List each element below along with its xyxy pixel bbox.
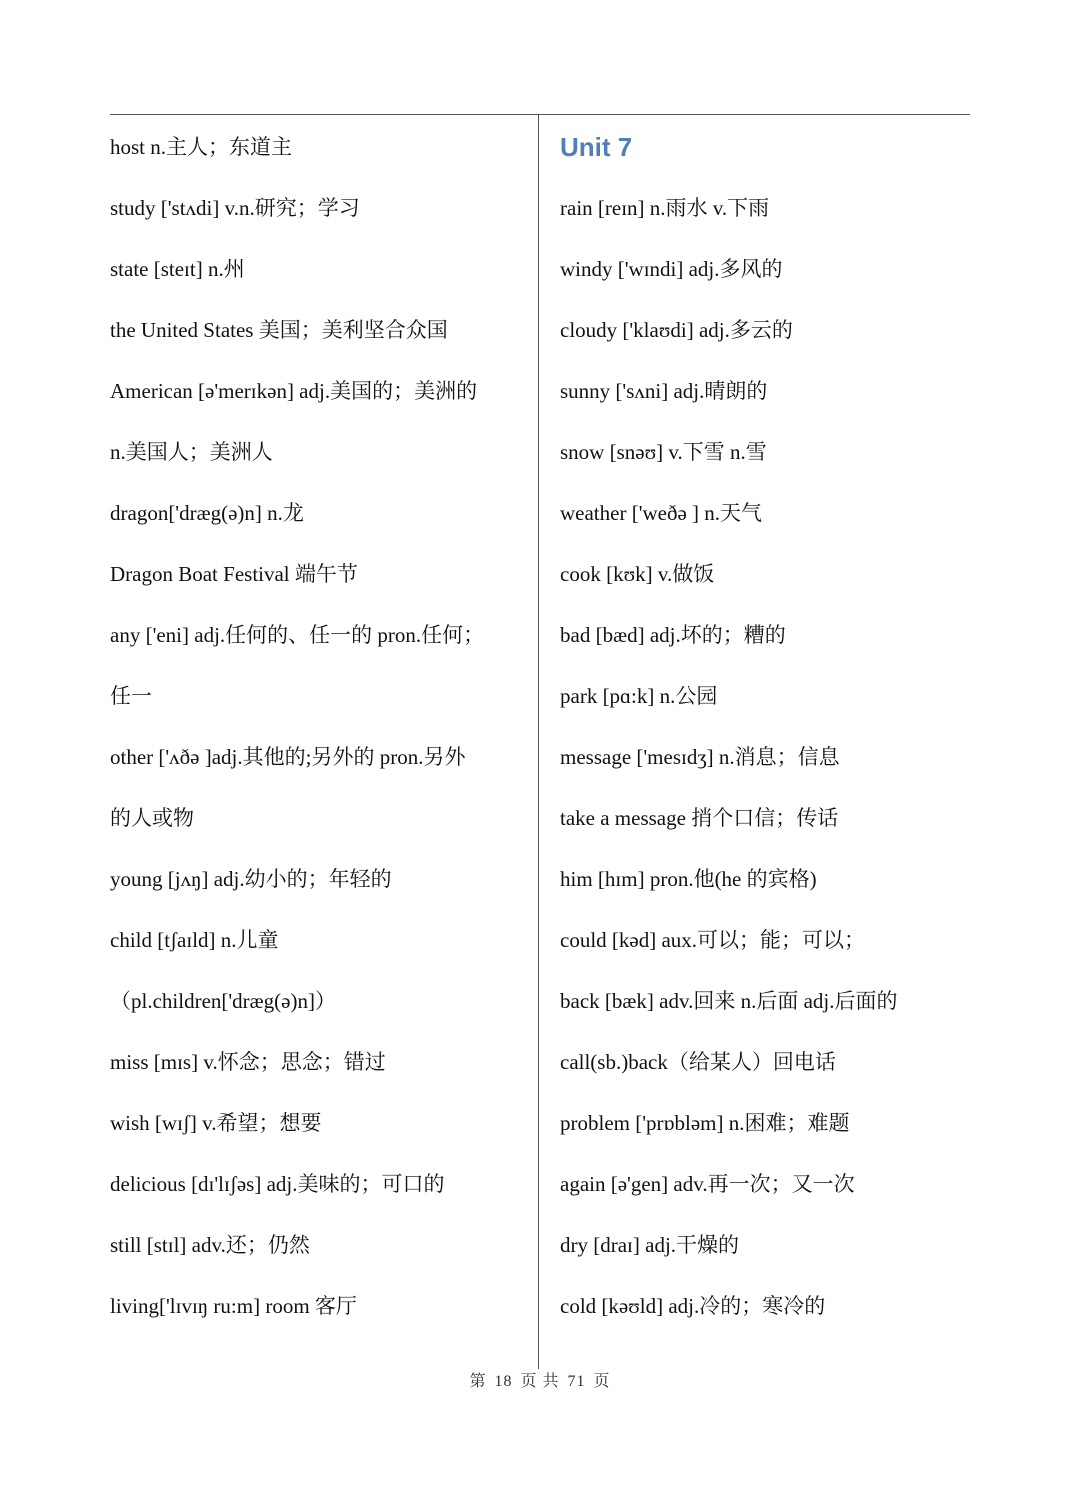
vocab-entry: rain [reɪn] n.雨水 v.下雨 bbox=[560, 196, 770, 220]
header-rule bbox=[110, 114, 970, 115]
vocab-entry: the United States 美国；美利坚合众国 bbox=[110, 318, 448, 342]
vocab-entry: bad [bæd] adj.坏的；糟的 bbox=[560, 623, 786, 647]
right-column bbox=[560, 117, 970, 1337]
vocab-entry: study ['stʌdi] v.n.研究；学习 bbox=[110, 196, 360, 220]
vocab-entry: problem ['prɒbləm] n.困难；难题 bbox=[560, 1111, 850, 1135]
vocab-entry: could [kəd] aux.可以；能；可以； bbox=[560, 928, 866, 952]
left-column bbox=[110, 117, 530, 1337]
vocab-entry: cook [kʊk] v.做饭 bbox=[560, 562, 715, 586]
vocab-entry: other ['ʌðə ]adj.其他的;另外的 pron.另外 bbox=[110, 745, 466, 769]
vocab-entry: call(sb.)back（给某人）回电话 bbox=[560, 1050, 836, 1074]
vocab-entry: 的人或物 bbox=[110, 806, 194, 830]
vocab-entry: miss [mɪs] v.怀念；思念；错过 bbox=[110, 1050, 386, 1074]
vocab-entry: message ['mesɪdʒ] n.消息；信息 bbox=[560, 745, 840, 769]
vocab-entry: take a message 捎个口信；传话 bbox=[560, 806, 839, 830]
vocab-entry: state [steɪt] n.州 bbox=[110, 257, 245, 281]
vocab-entry: wish [wɪʃ] v.希望；想要 bbox=[110, 1111, 322, 1135]
vocab-entry: snow [snəʊ] v.下雪 n.雪 bbox=[560, 440, 767, 464]
vocab-entry: child [tʃaɪld] n.儿童 bbox=[110, 928, 279, 952]
vocab-entry: sunny ['sʌni] adj.晴朗的 bbox=[560, 379, 768, 403]
vocab-entry: again [ə'gen] adv.再一次；又一次 bbox=[560, 1172, 855, 1196]
vocab-entry: dragon['dræg(ə)n] n.龙 bbox=[110, 501, 304, 525]
vocab-entry: weather ['weðə ] n.天气 bbox=[560, 501, 763, 525]
vocab-entry: host n.主人；东道主 bbox=[110, 135, 293, 159]
vocab-entry: Dragon Boat Festival 端午节 bbox=[110, 562, 358, 586]
vocab-entry: him [hɪm] pron.他(he 的宾格) bbox=[560, 867, 817, 891]
vocab-entry: young [jʌŋ] adj.幼小的；年轻的 bbox=[110, 867, 392, 891]
vocab-entry: living['lɪvɪŋ ru:m] room 客厅 bbox=[110, 1294, 357, 1318]
footer-prefix: 第 bbox=[469, 1373, 487, 1390]
vocab-entry: n.美国人；美洲人 bbox=[110, 440, 273, 464]
vocab-entry: dry [draɪ] adj.干燥的 bbox=[560, 1233, 740, 1257]
footer-middle: 页 共 bbox=[520, 1373, 560, 1390]
vocab-entry: delicious [dɪ'lɪʃəs] adj.美味的；可口的 bbox=[110, 1172, 445, 1196]
page-number: 18 bbox=[494, 1373, 513, 1390]
vocab-entry: park [pɑ:k] n.公园 bbox=[560, 684, 718, 708]
vocab-entry: back [bæk] adv.回来 n.后面 adj.后面的 bbox=[560, 989, 898, 1013]
vocab-entry: windy ['wɪndi] adj.多风的 bbox=[560, 257, 783, 281]
vocab-entry: American [ə'merɪkən] adj.美国的；美洲的 bbox=[110, 379, 478, 403]
unit-heading: Unit 7 bbox=[560, 132, 633, 162]
vocab-entry: cold [kəʊld] adj.冷的；寒冷的 bbox=[560, 1294, 826, 1318]
vocab-entry: cloudy ['klaʊdi] adj.多云的 bbox=[560, 318, 793, 342]
column-divider bbox=[538, 114, 539, 1369]
vocab-entry: 任一 bbox=[110, 684, 152, 708]
vocab-entry: any ['eni] adj.任何的、任一的 pron.任何； bbox=[110, 623, 485, 647]
vocab-entry: still [stɪl] adv.还；仍然 bbox=[110, 1233, 310, 1257]
footer-suffix: 页 bbox=[593, 1373, 611, 1390]
vocab-entry: （pl.children['dræg(ə)n]） bbox=[110, 989, 336, 1013]
page-footer bbox=[0, 1368, 1080, 1391]
total-pages: 71 bbox=[567, 1373, 586, 1390]
